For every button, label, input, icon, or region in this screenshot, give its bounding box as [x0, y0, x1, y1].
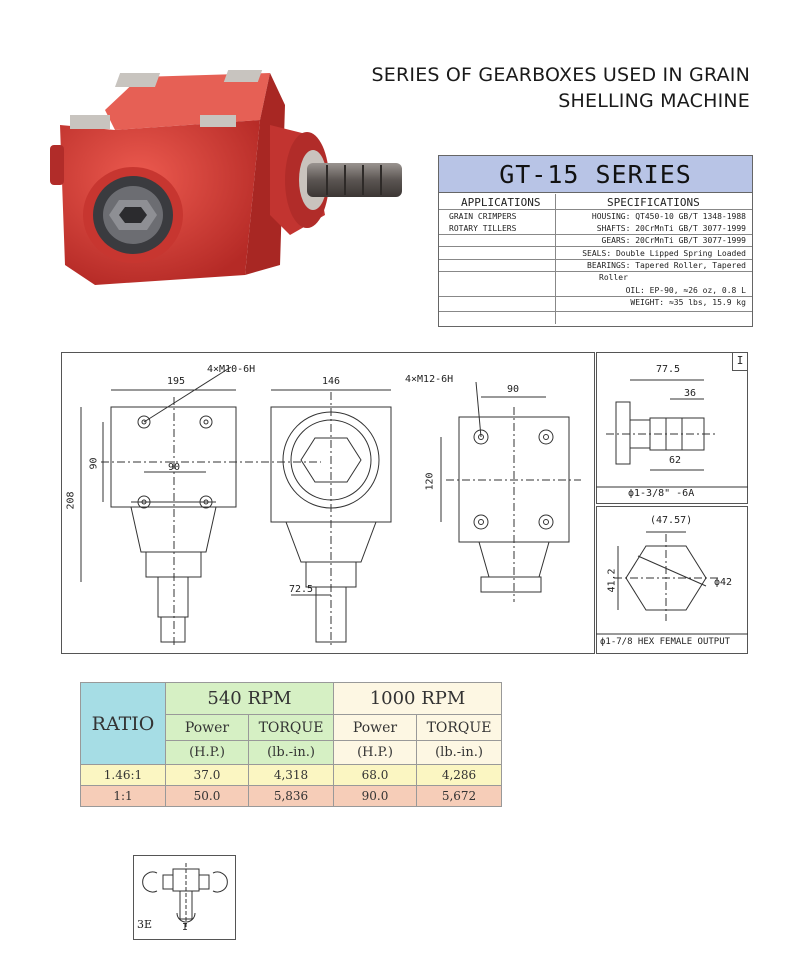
torque-1000-cell: 4,286 — [417, 765, 502, 786]
power-540-cell: 50.0 — [166, 786, 249, 807]
dim-146: 146 — [322, 376, 341, 387]
spec-rule — [439, 259, 752, 260]
dim-41-2: 41.2 — [606, 568, 618, 593]
torque-540-cell: 5,836 — [249, 786, 334, 807]
heading-line-1: SERIES OF GEARBOXES USED IN GRAIN — [371, 64, 750, 86]
application-item: ROTARY TILLERS — [449, 224, 517, 233]
torque-header: TORQUE — [249, 715, 334, 741]
lbin-unit: (lb.-in.) — [417, 741, 502, 765]
table-row — [81, 786, 502, 807]
dim-72-5: 72.5 — [289, 584, 314, 595]
hex-output-label: ϕ1-7/8 HEX FEMALE OUTPUT — [600, 637, 731, 647]
spec-item: WEIGHT: ≈35 lbs, 15.9 kg — [630, 298, 746, 307]
spec-rule — [439, 311, 752, 312]
rpm-1000-header: 1000 RPM — [334, 683, 502, 715]
ratio-table — [80, 682, 502, 807]
spec-box — [438, 155, 753, 327]
dim-42: ϕ42 — [714, 577, 733, 588]
power-1000-cell: 68.0 — [334, 765, 417, 786]
dim-77-5: 77.5 — [656, 364, 681, 375]
rpm-540-header: 540 RPM — [166, 683, 334, 715]
spec-item: SHAFTS: 20CrMnTi GB/T 3077-1999 — [596, 224, 746, 233]
dim-62: 62 — [669, 455, 682, 466]
torque-header: TORQUE — [417, 715, 502, 741]
table-row — [81, 765, 502, 786]
config-label-i: I — [182, 922, 189, 933]
dim-195: 195 — [167, 376, 186, 387]
callout-m12: 4×M12-6H — [405, 374, 454, 385]
page-heading — [372, 62, 750, 114]
spec-rule — [439, 271, 752, 272]
callout-m10: 4×M10-6H — [207, 364, 256, 375]
spec-rule — [439, 246, 752, 247]
gearbox-photo — [45, 65, 410, 295]
dim-208: 208 — [65, 491, 77, 510]
series-title: GT-15 SERIES — [439, 156, 752, 193]
spec-item: SEALS: Double Lipped Spring Loaded — [582, 249, 746, 258]
heading-line-2: SHELLING MACHINE — [558, 90, 750, 112]
spec-item: BEARINGS: Tapered Roller, Tapered — [587, 261, 746, 270]
dim-47-57: (47.57) — [650, 515, 693, 526]
config-label-3e: 3E — [137, 918, 153, 931]
spec-rule — [439, 296, 752, 297]
dim-120: 120 — [424, 472, 436, 491]
power-1000-cell: 90.0 — [334, 786, 417, 807]
lbin-unit: (lb.-in.) — [249, 741, 334, 765]
power-header: Power — [166, 715, 249, 741]
application-item: GRAIN CRIMPERS — [449, 212, 517, 221]
detail-roman-one: I — [732, 352, 747, 371]
spec-item: Roller — [599, 273, 628, 282]
dim-90-left: 90 — [88, 457, 100, 470]
dim-36: 36 — [684, 388, 697, 399]
spec-item: OIL: EP-90, ≈26 oz, 0.8 L — [625, 286, 746, 295]
spec-item: GEARS: 20CrMnTi GB/T 3077-1999 — [601, 236, 746, 245]
spec-rule — [439, 234, 752, 235]
dim-90-top: 90 — [507, 384, 520, 395]
applications-header: APPLICATIONS — [461, 196, 541, 209]
shaft-size-label: ϕ1-3/8" -6A — [628, 488, 695, 499]
ratio-header: RATIO — [81, 683, 166, 765]
hp-unit: (H.P.) — [166, 741, 249, 765]
power-header: Power — [334, 715, 417, 741]
ratio-cell: 1.46:1 — [81, 765, 166, 786]
spec-rule — [439, 209, 752, 210]
dim-90-mid: 90 — [168, 462, 181, 473]
hp-unit: (H.P.) — [334, 741, 417, 765]
torque-540-cell: 4,318 — [249, 765, 334, 786]
power-540-cell: 37.0 — [166, 765, 249, 786]
ratio-cell: 1:1 — [81, 786, 166, 807]
specifications-header: SPECIFICATIONS — [607, 196, 700, 209]
torque-1000-cell: 5,672 — [417, 786, 502, 807]
spec-item: HOUSING: QT450-10 GB/T 1348-1988 — [591, 212, 746, 221]
main-drawing — [61, 352, 595, 654]
